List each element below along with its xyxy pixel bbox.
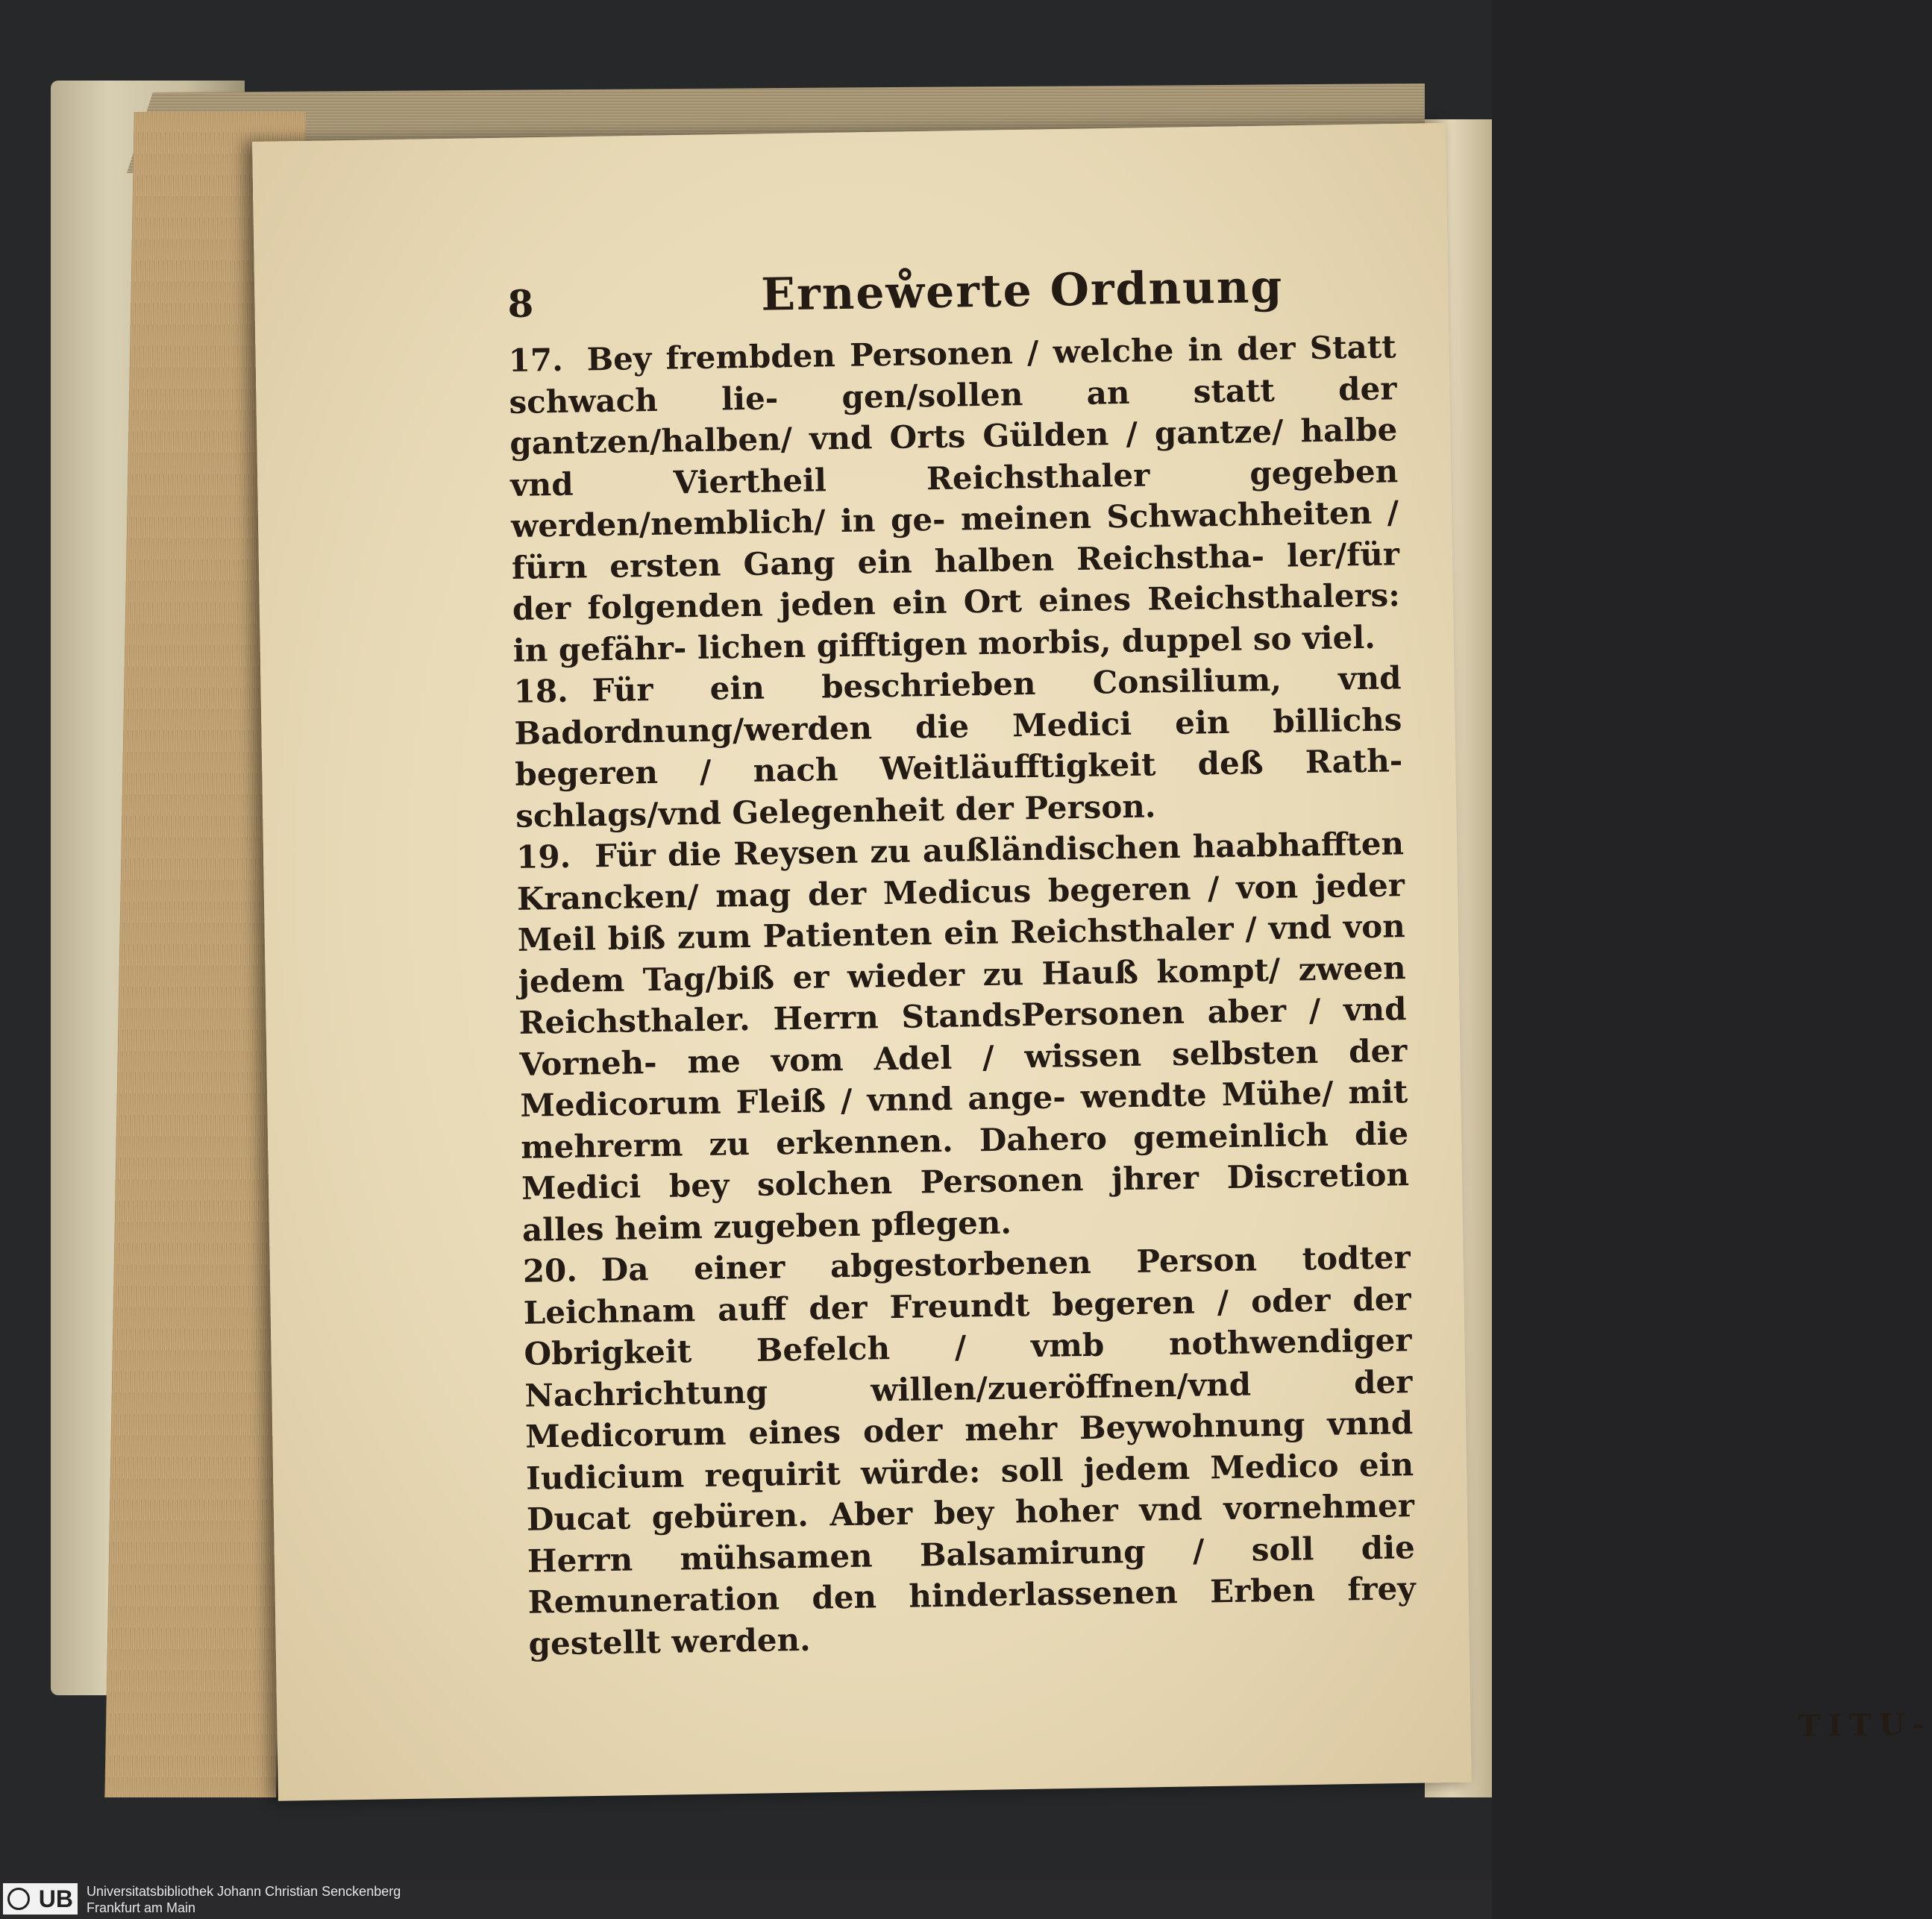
paragraph-number: 20. [522, 1251, 578, 1290]
paragraph-number: 17. [508, 341, 564, 379]
paragraph-text: Da einer abgestorbenen Person todter Leichnam auff der Freundt begeren / oder der Obrigkeit Befelch / vmb nothwendiger Nachrichtung willen/zueröffnen/vnd der Medicorum eines oder mehr Beywohnung vnnd Iudicium requirit würde: soll jedem Medico ein Ducat gebüren. Aber bey hoher vnd vornehmer Herrn mühsamen Balsamirung / soll die Remuneration den hinderlassenen Erben frey gestellt werden. [523, 1239, 1417, 1662]
paragraph-text: Bey frembden Personen / welche in der Statt schwach lie- gen/sollen an statt der gantzen/halben/ vnd Orts Gülden / gantze/ halbe vnd Viertheil Reichsthaler gegeben werden/nemblich/ in ge- meinen Schwachheiten / fürn ersten Gang ein halben Reichstha- ler/für der folgenden jeden ein Ort eines Reichsthalers: in gefähr- lichen gifftigen morbis, duppel so viel. [509, 328, 1401, 669]
paragraph-text: Für ein beschrieben Consilium, vnd Badordnung/werden die Medici ein billichs begeren / nach Weitläufftigkeit deß Rath- schlags/vnd Gelegenheit der Person. [514, 659, 1403, 835]
library-emblem-icon [7, 1888, 30, 1910]
logo-text: UB [38, 1885, 73, 1912]
catchword: TITU- [1798, 1706, 1932, 1744]
library-city: Frankfurt am Main [87, 1900, 196, 1915]
running-title: Erneẘerte Ordnung [760, 260, 1284, 321]
paragraph-text: Für die Reysen zu außländischen haabhafften Krancken/ mag der Medicus begeren / von jeder Meil biß zum Patienten ein Reichsthaler / vnd von jedem Tag/biß er wieder zu Hauß kompt/ zween Reichsthaler. Herrn StandsPersonen aber / vnd Vorneh- me vom Adel / wissen selbsten der Medicorum Fleiß / vnnd ange- wendte Mühe/ mit mehrerm zu erkennen. Dahero gemeinlich die Medici bey solchen Personen jhrer Discretion alles heim zugeben pflegen. [516, 825, 1410, 1249]
paragraph-20 [522, 1237, 1417, 1665]
paragraph-18 [513, 657, 1403, 837]
paragraph-number: 18. [513, 672, 569, 710]
library-name: Universitatsbibliothek Johann Christian Senckenberg [87, 1884, 401, 1899]
library-logo[interactable] [3, 1883, 78, 1915]
paragraph-17 [508, 326, 1401, 671]
library-footer-bar [0, 1879, 1492, 1919]
paragraph-number: 19. [515, 838, 571, 876]
page-content [507, 260, 1932, 1744]
paragraph-19 [516, 823, 1411, 1251]
page-number: 8 [507, 281, 534, 326]
